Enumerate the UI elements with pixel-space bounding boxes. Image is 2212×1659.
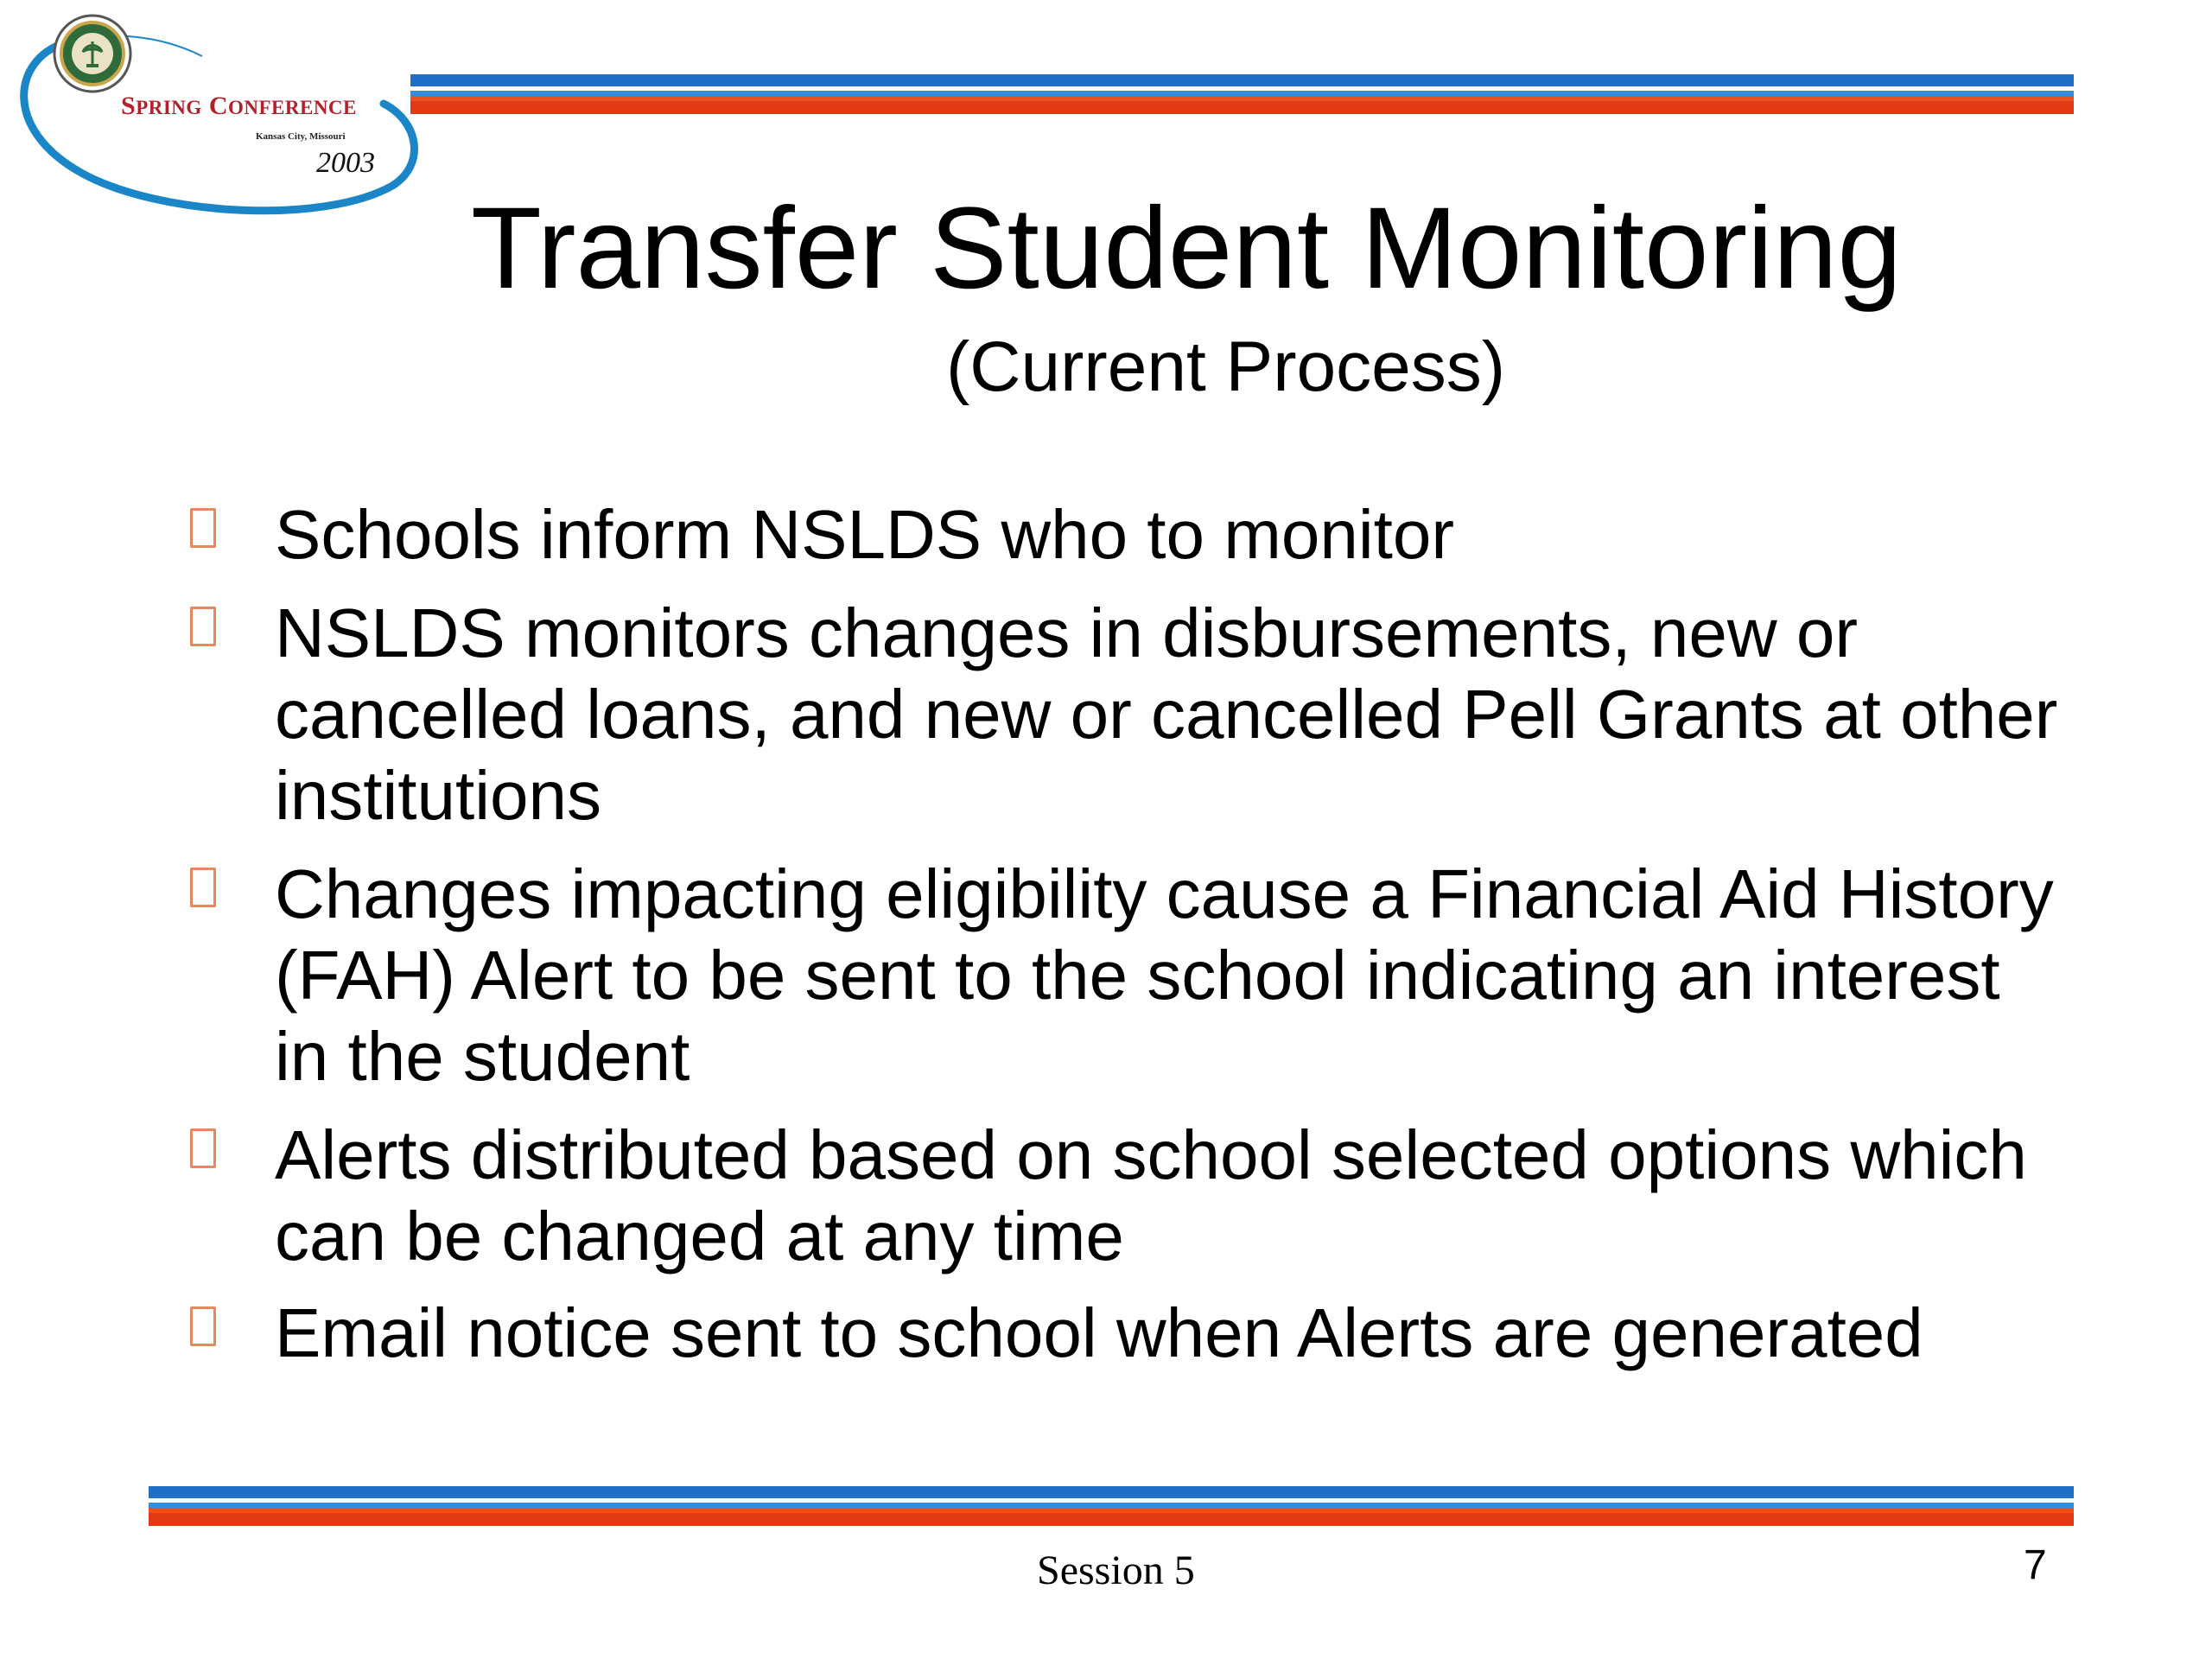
footer-session: Session 5 bbox=[1037, 1548, 1195, 1593]
slide-title: Transfer Student Monitoring bbox=[471, 184, 1902, 313]
bullet-text: NSLDS monitors changes in disbursements, new or cancelled loans, and new or cancelled Pell Grants at other institutions bbox=[275, 594, 2058, 834]
page-number: 7 bbox=[2024, 1542, 2047, 1588]
bullet-text: Schools inform NSLDS who to monitor bbox=[275, 496, 1454, 573]
conference-logo bbox=[12, 9, 418, 233]
bullet-box-icon bbox=[190, 868, 216, 907]
logo-title: SPRING CONFERENCE bbox=[121, 92, 357, 120]
bullet-text: Alerts distributed based on school selected options which can be changed at any time bbox=[275, 1116, 2027, 1274]
logo-year: 2003 bbox=[316, 147, 375, 179]
bullet-text: Email notice sent to school when Alerts are generated bbox=[275, 1294, 1923, 1371]
bullet-box-icon bbox=[190, 607, 216, 646]
logo-city: Kansas City, Missouri bbox=[256, 131, 346, 142]
bullet-box-icon bbox=[190, 508, 216, 548]
slide-subtitle: (Current Process) bbox=[946, 327, 1506, 406]
bullet-box-icon bbox=[190, 1306, 216, 1346]
bullet-text: Changes impacting eligibility cause a Financial Aid History (FAH) Alert to be sent to the school indicating an interest in the student bbox=[275, 855, 2054, 1095]
footer-stripe bbox=[149, 1486, 2074, 1526]
header-stripe bbox=[410, 74, 2074, 114]
logo-swoosh-icon bbox=[12, 9, 418, 233]
bullet-box-icon bbox=[190, 1128, 216, 1168]
